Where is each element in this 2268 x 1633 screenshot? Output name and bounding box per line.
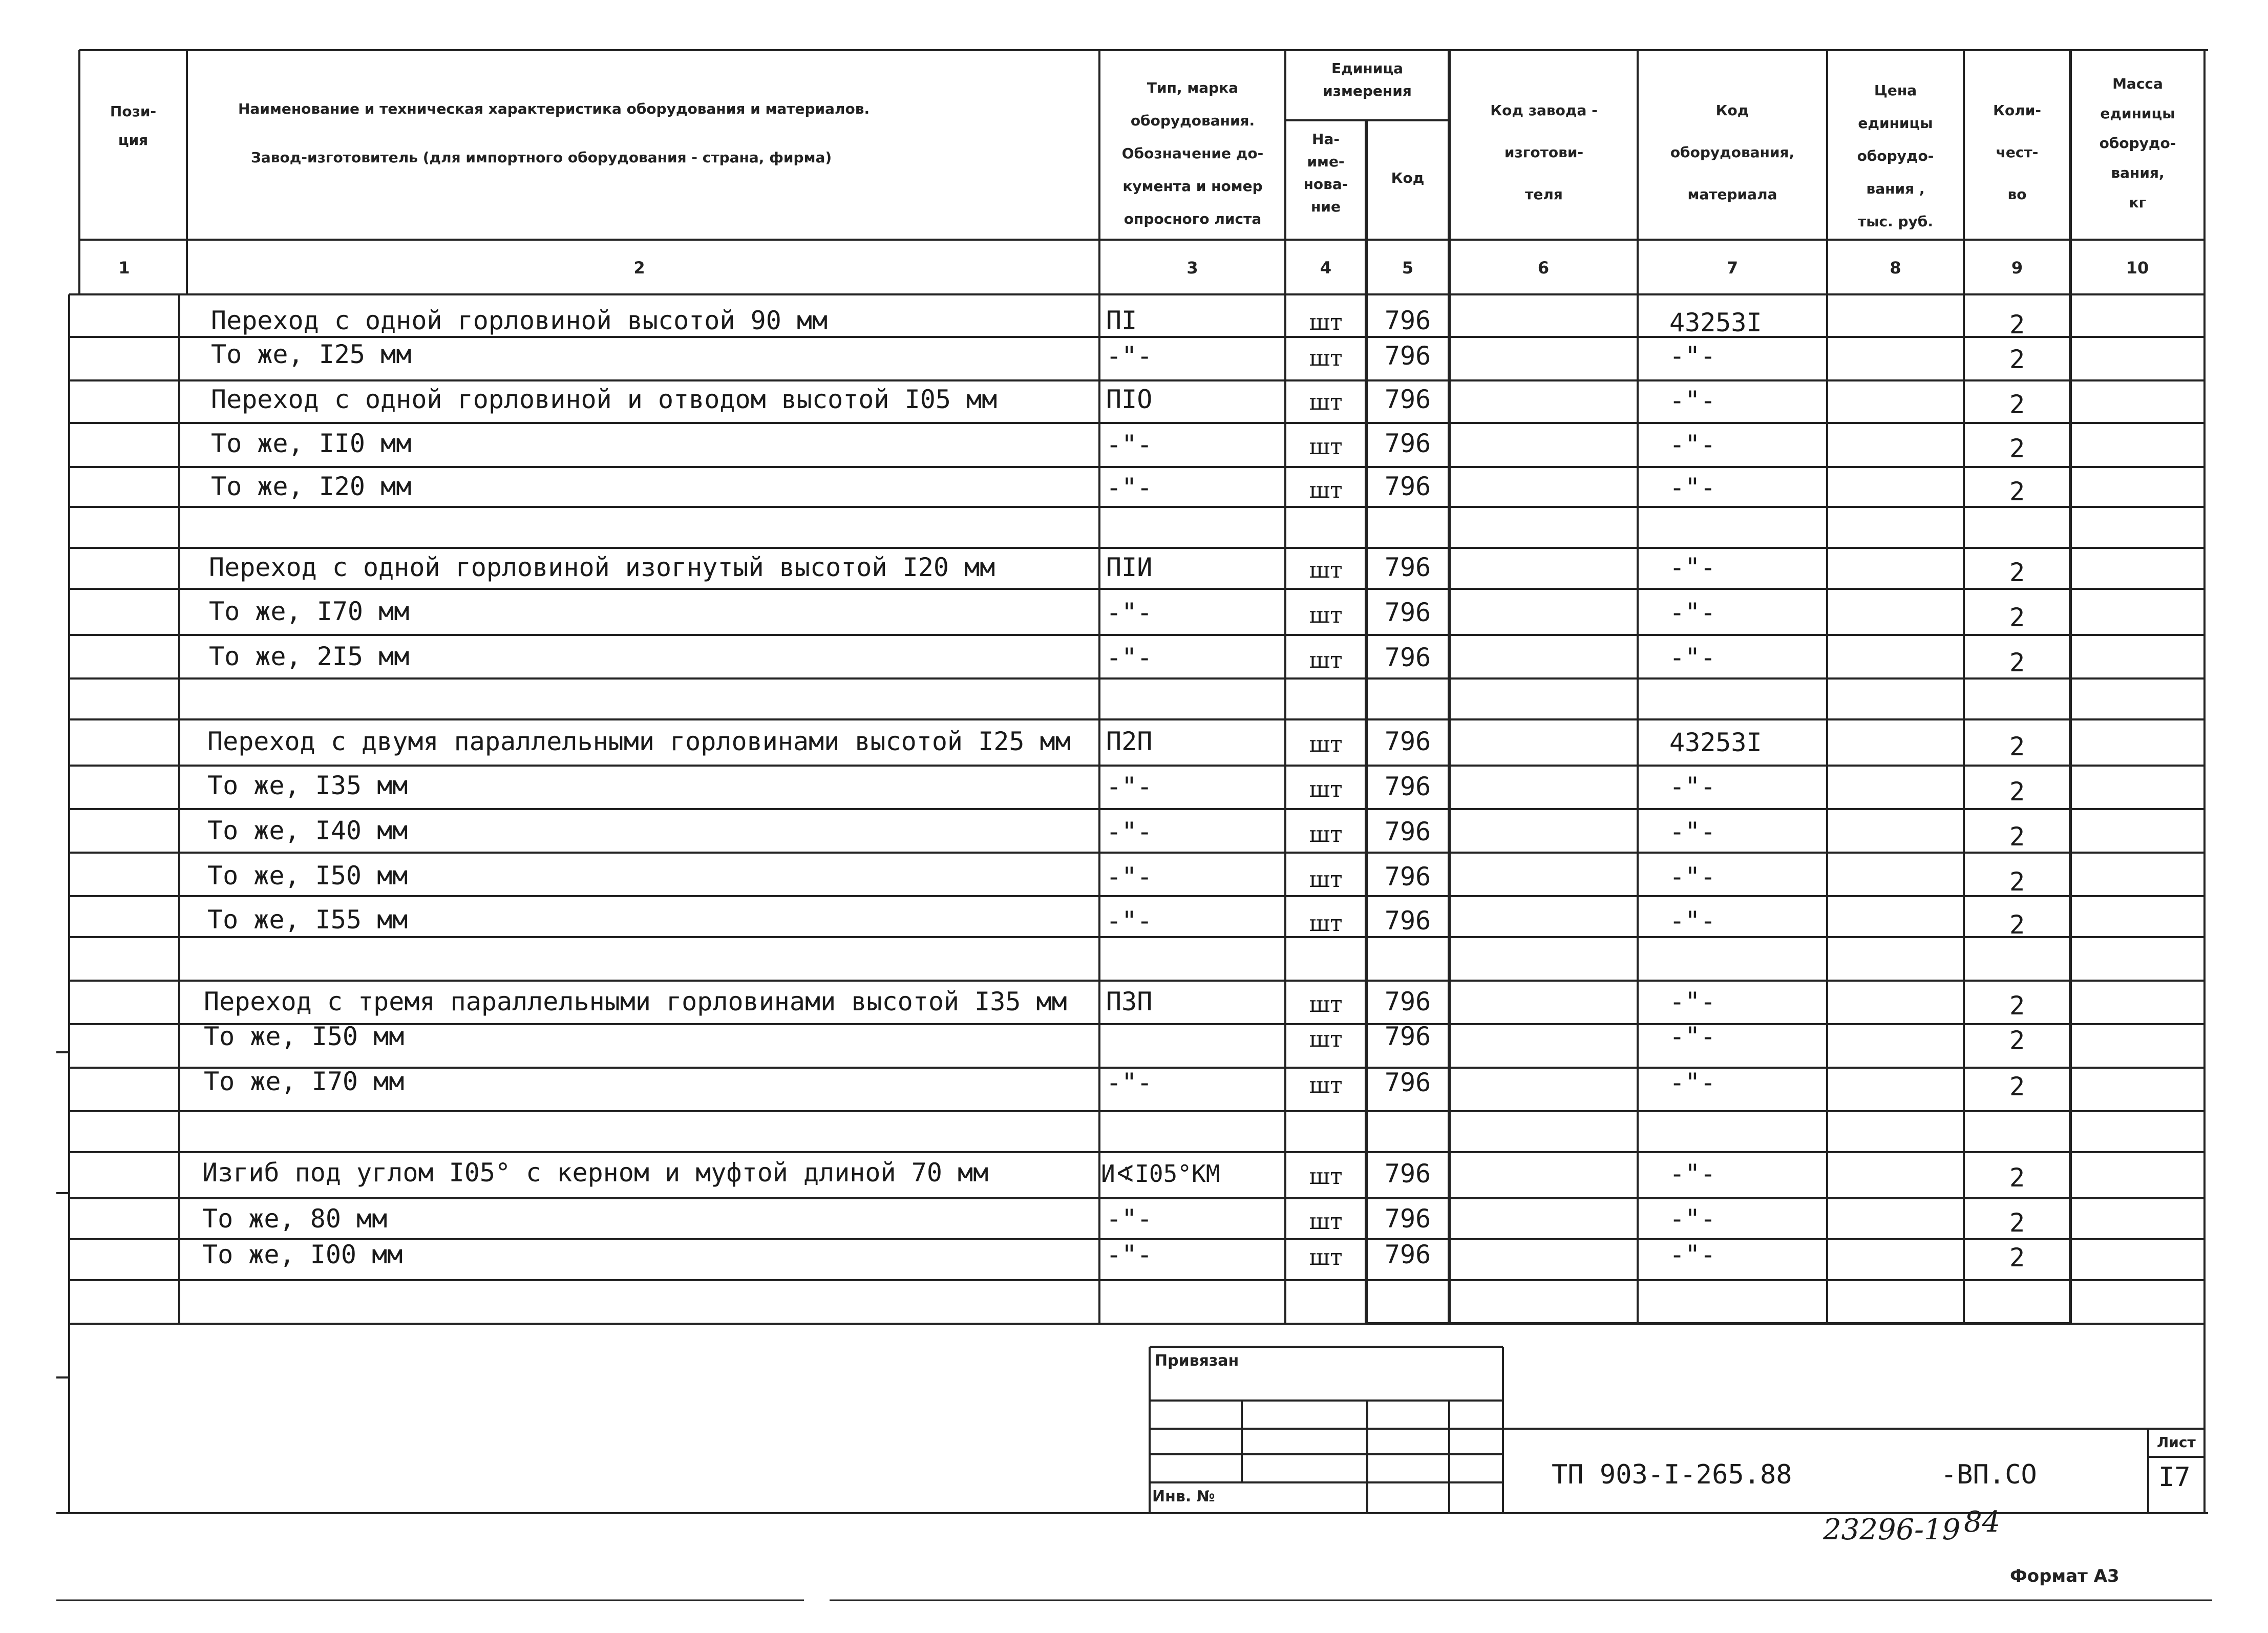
header-price: Цена единицы оборудо- вания , тыс. руб. xyxy=(1857,82,1934,230)
item-unit-code: 796 xyxy=(1384,553,1431,582)
item-equipment-code: -"- xyxy=(1669,643,1716,672)
item-name: То же, II0 мм xyxy=(211,429,412,458)
item-equipment-code: -"- xyxy=(1669,1022,1716,1051)
header-unit-name: На- име- нова- ние xyxy=(1303,131,1348,215)
item-name: То же, I70 мм xyxy=(209,597,410,626)
item-equipment-code: -"- xyxy=(1669,817,1716,846)
item-unit: шт xyxy=(1309,345,1343,371)
item-equipment-code: -"- xyxy=(1669,598,1716,627)
item-quantity: 2 xyxy=(2009,1072,2025,1101)
item-type: -"- xyxy=(1106,643,1153,672)
item-unit: шт xyxy=(1309,776,1343,802)
item-name: Переход с одной горловиной и отводом высотой I05 мм xyxy=(211,385,998,414)
item-unit: шт xyxy=(1309,1072,1343,1098)
item-type: -"- xyxy=(1106,772,1153,801)
item-type: -"- xyxy=(1106,1240,1153,1269)
item-type: ПI xyxy=(1106,306,1137,335)
item-name: Переход с двумя параллельными горловинами высотой I25 мм xyxy=(207,727,1071,756)
item-unit-code: 796 xyxy=(1384,472,1431,501)
column-number-6: 6 xyxy=(1537,258,1550,278)
item-unit: шт xyxy=(1309,731,1343,757)
item-unit-code: 796 xyxy=(1384,385,1431,414)
item-unit: шт xyxy=(1309,866,1343,893)
item-equipment-code: -"- xyxy=(1669,1159,1716,1189)
item-unit: шт xyxy=(1309,1208,1343,1235)
item-equipment-code: -"- xyxy=(1669,862,1716,892)
item-equipment-code: 43253I xyxy=(1669,728,1762,757)
item-quantity: 2 xyxy=(2009,648,2025,677)
item-name: Переход с одной горловиной изогнутый высотой I20 мм xyxy=(209,553,995,582)
item-equipment-code: -"- xyxy=(1669,987,1716,1016)
item-unit: шт xyxy=(1309,1026,1343,1052)
header-equipment-code: Код оборудования, материала xyxy=(1670,102,1795,203)
item-equipment-code: -"- xyxy=(1669,430,1716,459)
item-name: То же, I70 мм xyxy=(204,1067,405,1096)
handwritten-page: 84 xyxy=(1964,1505,2001,1539)
column-number-4: 4 xyxy=(1320,258,1332,278)
header-unit-code: Код xyxy=(1391,169,1425,186)
item-quantity: 2 xyxy=(2009,822,2025,852)
column-number-5: 5 xyxy=(1402,258,1414,278)
item-name: То же, I50 мм xyxy=(204,1022,405,1051)
item-quantity: 2 xyxy=(2009,1026,2025,1055)
item-type: И∢I05°КМ xyxy=(1101,1160,1220,1187)
item-name: То же, 2I5 мм xyxy=(209,642,410,671)
item-unit: шт xyxy=(1309,477,1343,503)
item-unit-code: 796 xyxy=(1384,906,1431,936)
item-unit-code: 796 xyxy=(1384,1159,1431,1189)
item-type: -"- xyxy=(1106,473,1153,502)
header-quantity: Коли- чест- во xyxy=(1993,102,2041,203)
item-name: То же, I20 мм xyxy=(211,472,412,501)
item-type: -"- xyxy=(1106,1068,1153,1097)
item-type: -"- xyxy=(1106,598,1153,627)
item-unit: шт xyxy=(1309,910,1343,937)
item-unit: шт xyxy=(1309,991,1343,1017)
sheet-label: Лист xyxy=(2157,1434,2196,1451)
header-unit-group: Единица измерения xyxy=(1323,60,1412,99)
column-number-7: 7 xyxy=(1726,258,1739,278)
item-unit-code: 796 xyxy=(1384,429,1431,458)
item-quantity: 2 xyxy=(2009,477,2025,506)
item-unit-code: 796 xyxy=(1384,1204,1431,1234)
format-label: Формат А3 xyxy=(2010,1566,2119,1586)
header-mass: Масса единицы оборудо- вания, кг xyxy=(2099,75,2176,211)
column-number-3: 3 xyxy=(1186,258,1198,278)
bound-label: Привязан xyxy=(1155,1352,1239,1370)
item-name: То же, I00 мм xyxy=(202,1240,403,1269)
item-unit-code: 796 xyxy=(1384,987,1431,1016)
item-unit: шт xyxy=(1309,309,1343,335)
item-type: П3П xyxy=(1106,987,1153,1016)
item-equipment-code: 43253I xyxy=(1669,308,1762,337)
item-quantity: 2 xyxy=(2009,991,2025,1021)
item-name: То же, I35 мм xyxy=(207,771,408,800)
item-quantity: 2 xyxy=(2009,390,2025,419)
header-factory-code: Код завода - изготови- теля xyxy=(1490,102,1598,203)
item-name: То же, I25 мм xyxy=(211,340,412,369)
item-quantity: 2 xyxy=(2009,1243,2025,1273)
item-quantity: 2 xyxy=(2009,345,2025,374)
item-equipment-code: -"- xyxy=(1669,906,1716,936)
item-type: -"- xyxy=(1106,341,1153,371)
item-name: То же, I40 мм xyxy=(207,816,408,845)
item-type: -"- xyxy=(1106,430,1153,459)
item-unit: шт xyxy=(1309,1244,1343,1270)
item-quantity: 2 xyxy=(2009,867,2025,897)
item-equipment-code: -"- xyxy=(1669,1204,1716,1234)
column-number-1: 1 xyxy=(118,258,130,278)
item-equipment-code: -"- xyxy=(1669,553,1716,582)
item-quantity: 2 xyxy=(2009,910,2025,940)
item-unit: шт xyxy=(1309,602,1343,628)
item-unit-code: 796 xyxy=(1384,772,1431,801)
item-unit-code: 796 xyxy=(1384,306,1431,335)
item-unit-code: 796 xyxy=(1384,817,1431,846)
item-type: -"- xyxy=(1106,906,1153,936)
item-unit: шт xyxy=(1309,389,1343,415)
item-quantity: 2 xyxy=(2009,434,2025,463)
column-number-10: 10 xyxy=(2126,258,2149,278)
column-number-9: 9 xyxy=(2011,258,2023,278)
item-type: -"- xyxy=(1106,862,1153,892)
item-name: Переход с одной горловиной высотой 90 мм xyxy=(211,306,828,335)
handwritten-number: 23296-19 xyxy=(1823,1513,1961,1546)
item-name: Переход с тремя параллельными горловинами высотой I35 мм xyxy=(204,987,1067,1016)
item-quantity: 2 xyxy=(2009,732,2025,761)
item-unit: шт xyxy=(1309,1163,1343,1190)
item-equipment-code: -"- xyxy=(1669,386,1716,415)
item-unit: шт xyxy=(1309,557,1343,583)
item-quantity: 2 xyxy=(2009,603,2025,632)
item-quantity: 2 xyxy=(2009,310,2025,340)
item-unit-code: 796 xyxy=(1384,862,1431,892)
item-quantity: 2 xyxy=(2009,558,2025,587)
item-type: -"- xyxy=(1106,1204,1153,1234)
item-unit-code: 796 xyxy=(1384,643,1431,672)
item-unit-code: 796 xyxy=(1384,341,1431,371)
item-unit-code: 796 xyxy=(1384,1240,1431,1269)
item-quantity: 2 xyxy=(2009,1208,2025,1238)
item-equipment-code: -"- xyxy=(1669,1068,1716,1097)
item-quantity: 2 xyxy=(2009,1163,2025,1193)
item-type: -"- xyxy=(1106,817,1153,846)
document-suffix: -ВП.СО xyxy=(1941,1459,2037,1490)
item-unit-code: 796 xyxy=(1384,1068,1431,1097)
item-name: То же, 80 мм xyxy=(202,1204,388,1234)
item-quantity: 2 xyxy=(2009,777,2025,807)
item-equipment-code: -"- xyxy=(1669,1240,1716,1269)
item-type: ПIО xyxy=(1106,385,1153,414)
sheet-number: I7 xyxy=(2158,1462,2191,1493)
document-code: ТП 903-I-265.88 xyxy=(1552,1459,1792,1490)
item-name: Изгиб под углом I05° с керном и муфтой длиной 70 мм xyxy=(202,1158,989,1187)
item-unit: шт xyxy=(1309,647,1343,673)
item-unit-code: 796 xyxy=(1384,727,1431,756)
column-number-2: 2 xyxy=(633,258,645,278)
item-equipment-code: -"- xyxy=(1669,772,1716,801)
inventory-number-label: Инв. № xyxy=(1152,1488,1215,1505)
item-equipment-code: -"- xyxy=(1669,473,1716,502)
item-unit-code: 796 xyxy=(1384,598,1431,627)
item-type: ПIИ xyxy=(1106,553,1153,582)
item-name: То же, I50 мм xyxy=(207,861,408,890)
header-type: Тип, марка оборудования. Обозначение до- кумента и номер опросного листа xyxy=(1121,79,1264,227)
item-equipment-code: -"- xyxy=(1669,341,1716,371)
header-position: Пози- ция xyxy=(110,103,157,149)
item-type: П2П xyxy=(1106,727,1153,756)
item-unit: шт xyxy=(1309,821,1343,847)
item-name: То же, I55 мм xyxy=(207,905,408,935)
header-name-line2: Завод-изготовитель (для импортного оборудования - страна, фирма) xyxy=(251,149,832,166)
column-number-8: 8 xyxy=(1890,258,1901,278)
header-name-line1: Наименование и техническая характеристика оборудования и материалов. xyxy=(238,100,870,117)
item-unit: шт xyxy=(1309,434,1343,460)
item-unit-code: 796 xyxy=(1384,1022,1431,1051)
